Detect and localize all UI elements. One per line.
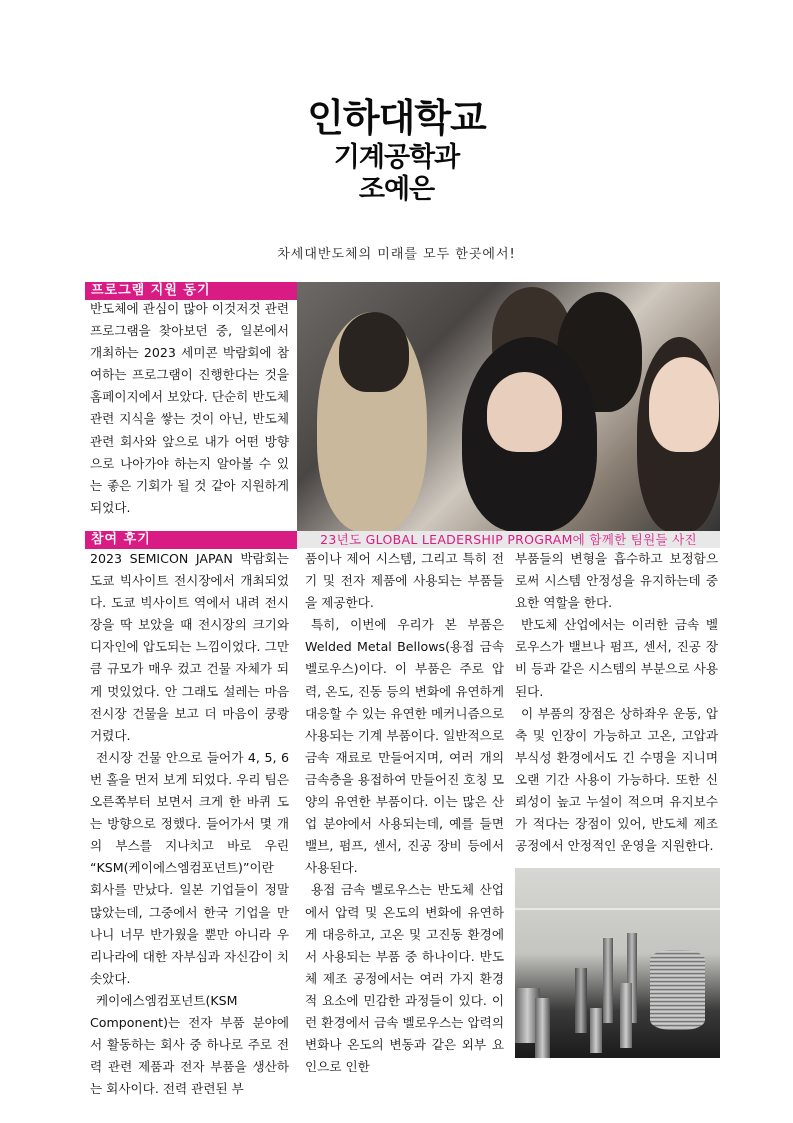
review-paragraph: 반도체 산업에서는 이러한 금속 벨로우스가 밸브나 펌프, 센서, 진공 장비 등과 같은 시스템의 부분으로 사용된다. [515, 617, 718, 699]
review-paragraph: 전시장 건물 안으로 들어가 4, 5, 6번 홀을 먼저 보게 되었다. 우리 팀은 오른쪽부터 보면서 크게 한 바퀴 도는 방향으로 정했다. 들어가서 몇 개의 부스를 지나치고 바로 우린 “KSM(케이에스엠컴포넌트)”이란 회사를 만났다. 일본 기업들이 정말 많았는데, 그중에서 한국 기업을 만나니 너무 반가웠을 뿐만 아니라 우리나라에 대한 자부심과 자신감이 치솟았다. [90, 749, 289, 986]
bellows-rod [575, 968, 587, 1033]
review-paragraph: 특히, 이번에 우리가 본 부품은 Welded Metal Bellows(용접 금속 벨로우스)이다. 이 부품은 주로 압력, 온도, 진동 등의 변화에 유연하게 대응할 수 있는 유연한 메커니즘으로 사용되는 기계 부품이다. 일반적으로 금속 재료로 만들어지며, 여러 개의 금속층을 용접하여 만들어진 호칭 모양의 유연한 부품이다. 이는 많은 산업 분야에서 사용되는데, 예를 들면 밸브, 펌프, 센서, 진공 장비 등에서 사용된다. [305, 617, 504, 876]
review-paragraph: 품이나 제어 시스템, 그리고 특히 전기 및 전자 제품에 사용되는 부품들을 제공한다. [305, 551, 504, 611]
bellows-rod [603, 938, 613, 1023]
page-subtitle: 차세대반도체의 미래를 모두 한곳에서! [277, 247, 516, 262]
bellows-rod [590, 1008, 602, 1053]
photo-face [649, 357, 719, 452]
university-title: 인하대학교 [307, 96, 486, 140]
photo-person-hair [339, 312, 409, 392]
review-paragraph: 용접 금속 벨로우스는 반도체 산업에서 압력 및 온도의 변화에 유연하게 대응하고, 고온 및 고진동 환경에서 사용되는 부품 중 하나이다. 반도체 제조 공정에서는 여러 가지 환경적 요소에 민감한 과정들이 있다. 이런 환경에서 금속 벨로우스는 압력의 변화나 온도의 변동과 같은 외부 요인으로 인한 [305, 882, 504, 1075]
bellows-photo [515, 868, 720, 1058]
review-paragraph: 케이에스엠컴포넌트(KSM Component)는 전자 부품 분야에서 활동하는 회사 중 하나로 주로 전력 관련 제품과 전자 부품을 생산하는 회사이다. 전력 관련된 부 [90, 992, 289, 1097]
section-heading-review: 참여 후기 [85, 531, 297, 549]
motivation-paragraph: 반도체에 관심이 많아 이것저것 관련 프로그램을 찾아보던 중, 일본에서 개최하는 2023 세미콘 박람회에 참여하는 프로그램이 진행한다는 것을 홈페이지에서 보았다. 단순히 반도체 관련 지식을 쌓는 것이 아닌, 반도체 관련 회사와 앞으로 내가 어떤 방향으로 나아가야 하는지 알아볼 수 있는 좋은 기회가 될 것 같아 지원하게 되었다. [90, 301, 289, 515]
glass-edge [515, 908, 720, 910]
team-photo [297, 282, 720, 531]
review-column-1 [90, 548, 289, 1100]
bellows-rod [620, 983, 632, 1048]
author-name: 조예은 [358, 174, 435, 205]
section-heading-motivation: 프로그램 지원 동기 [85, 282, 297, 300]
review-paragraph: 2023 SEMICON JAPAN 박람회는 도쿄 빅사이트 전시장에서 개최되었다. 도쿄 빅사이트 역에서 내려 전시장을 딱 보았을 때 전시장의 크기와 디자인에 압도되는 느낌이었다. 그만큼 규모가 매우 컸고 건물 자체가 되게 멋있었다. 안 그래도 설레는 마음 전시장 건물을 보고 더 마음이 쿵쾅거렸다. [90, 551, 289, 743]
department-title: 기계공학과 [333, 142, 460, 173]
bellows-cylinder [650, 950, 705, 1030]
review-column-3 [515, 548, 718, 857]
review-paragraph: 이 부품의 장점은 상하좌우 운동, 압축 및 인장이 가능하고 고온, 고압과 부식성 환경에서도 긴 수명을 지니며 오랜 기간 사용이 가능하다. 또한 신뢰성이 높고 누설이 적으며 유지보수가 적다는 장점이 있어, 반도체 제조 공정에서 안정적인 운영을 지원한다. [515, 705, 718, 854]
photo-face [487, 372, 562, 452]
motivation-text [90, 298, 289, 519]
review-column-2 [305, 548, 504, 1078]
team-photo-caption: 23년도 GLOBAL LEADERSHIP PROGRAM에 함께한 팀원들 사진 [297, 531, 720, 548]
review-paragraph: 부품들의 변형을 흡수하고 보정함으로써 시스템 안정성을 유지하는데 중요한 역할을 한다. [515, 551, 718, 611]
bellows-part [535, 998, 550, 1058]
